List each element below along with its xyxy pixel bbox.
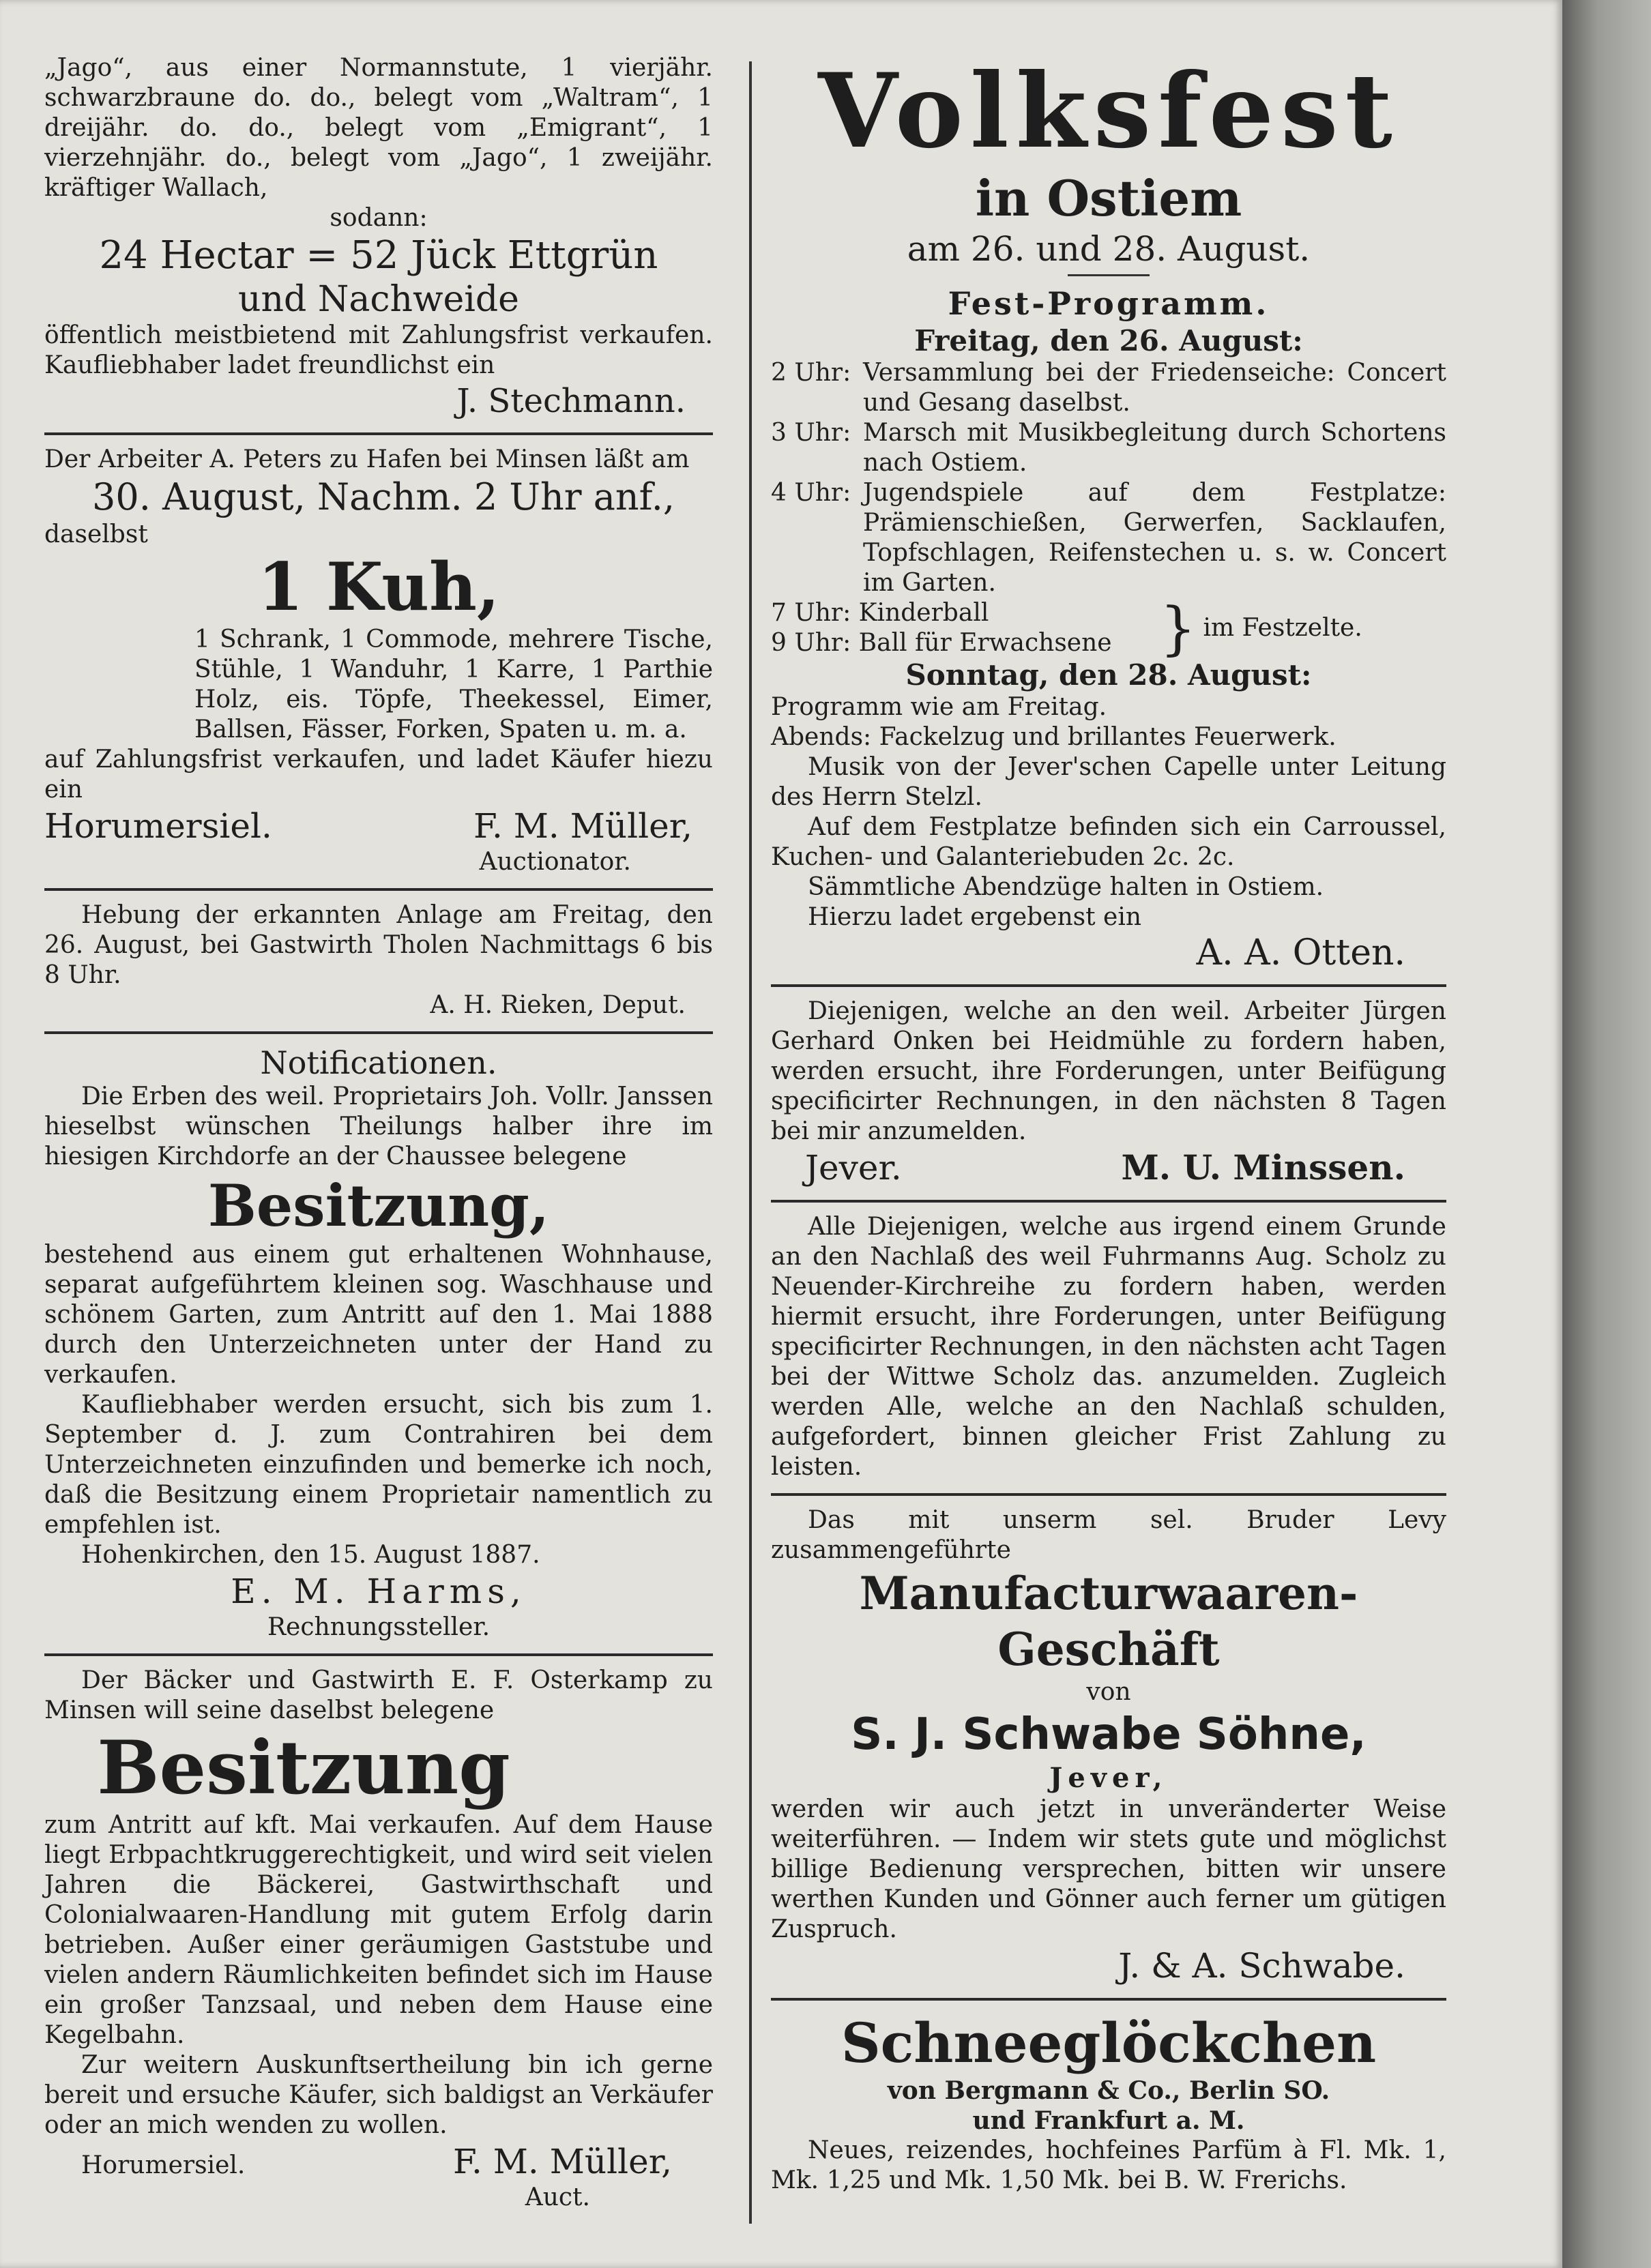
sunday-evening: Abends: Fackelzug und brillantes Feuerwerk. (771, 723, 1336, 751)
harms-signature: E. M. Harms, (231, 1572, 527, 1611)
kinderball-line: 7 Uhr: Kinderball (771, 599, 989, 627)
rieken-signature: A. H. Rieken, Deput. (430, 991, 686, 1019)
levy-ad (44, 900, 713, 1020)
manufacturwaaren-headline: Manufacturwaaren- (859, 1567, 1358, 1620)
program-desc: Marsch mit Musikbegleitung durch Schortens nach Ostiem. (863, 419, 1446, 477)
bergmann-line: von Bergmann & Co., Berlin SO. (887, 2076, 1330, 2105)
notifications-heading: Notificationen. (260, 1044, 497, 1081)
scholz-body: Alle Diejenigen, welche aus irgend einem Grunde an den Nachlaß des weil Fuhrmanns Aug. Scholz zu Neuender-Kirchreihe zu fordern haben, werden hiermit ersucht, ihre Forderungen, unter Beifügung specificirter Rechnungen, in den nächsten acht Tagen bei der Wittwe Scholz das. anzumelden. Zugleich werden Alle, welche an den Nachlaß schulden, aufgefordert, binnen gleicher Frist Zahlung zu leisten. (771, 1213, 1446, 1481)
osterkamp-signature-row (44, 2140, 713, 2183)
program-time: 2 Uhr: (771, 359, 851, 387)
stechmann-signature: J. Stechmann. (456, 382, 686, 420)
items-list: 1 Schrank, 1 Commode, mehrere Tische, Stühle, 1 Wanduhr, 1 Karre, 1 Parthie Holz, eis. Töpfe, Theekessel, Eimer, Ballsen, Fässer, Forken, Spaten u. m. a. (194, 625, 713, 743)
property-description: bestehend aus einem gut erhaltenen Wohnhause, separat aufgeführtem kleinen sog. Waschhause und schönem Garten, zum Antritt auf den 1. Mai 1888 durch den Unterzeichneten unter der Hand zu verkaufen. (44, 1241, 713, 1389)
divider (44, 888, 713, 891)
otten-signature: A. A. Otten. (1196, 932, 1405, 973)
horse-ad-body: öffentlich meistbietend mit Zahlungsfrist verkaufen. Kaufliebhaber ladet freundlichst ein (44, 321, 713, 379)
auction-date: 30. August, Nachm. 2 Uhr anf., (92, 475, 675, 518)
short-rule (1068, 274, 1150, 276)
horumersiel-place-2: Horumersiel. (81, 2151, 246, 2179)
music-note: Musik von der Jever'schen Capelle unter Leitung des Herrn Stelzl. (771, 753, 1446, 811)
peters-intro: Der Arbeiter A. Peters zu Hafen bei Minsen läßt am (44, 445, 690, 473)
von-text: von (1086, 1678, 1131, 1706)
horumersiel-place: Horumersiel. (44, 806, 272, 846)
osterkamp-contact: Zur weitern Auskunftsertheilung bin ich gerne bereit und ersuche Käufer, sich baldigst an Verkäufer oder an mich wenden zu wollen. (44, 2051, 713, 2139)
cow-auction-ad (44, 445, 713, 877)
horse-list-text: „Jago“, aus einer Normannstute, 1 vierjähr. schwarzbraune do. do., belegt vom „Waltram“, 1 dreijähr. do. do., belegt vom „Emigrant“, 1 vierzehnjähr. do., belegt vom „Jago“, 1 zweijähr. kräftiger Wallach, (44, 54, 713, 202)
fest-dates: am 26. und 28. August. (907, 229, 1311, 269)
frankfurt-line: und Frankfurt a. M. (972, 2106, 1245, 2135)
mueller-signature-2: F. M. Müller, (453, 2142, 672, 2181)
schwabe-ad (771, 1505, 1446, 1987)
auct-role: Auct. (525, 2183, 590, 2211)
levy-body: Hebung der erkannten Anlage am Freitag, den 26. August, bei Gastwirth Tholen Nachmittags 6 bis 8 Uhr. (44, 901, 713, 989)
ostiem-subtitle: in Ostiem (975, 169, 1242, 227)
program-item-4uhr (771, 478, 1446, 598)
onken-body: Diejenigen, welche an den weil. Arbeiter Jürgen Gerhard Onken bei Heidmühle zu fordern haben, werden ersucht, ihre Forderungen, unter Beifügung specificirter Rechnungen, in den nächsten 8 Tagen bei mir anzumelden. (771, 997, 1446, 1145)
program-desc: Versammlung bei der Friedenseiche: Concert und Gesang daselbst. (863, 359, 1446, 417)
divider (44, 1653, 713, 1656)
minssen-signature: M. U. Minssen. (1121, 1147, 1405, 1188)
onken-ad (771, 997, 1446, 1189)
volksfest-ad (771, 53, 1446, 973)
osterkamp-ad (44, 1666, 713, 2213)
page-edge (1562, 0, 1651, 2268)
festzelt-label: im Festzelte. (1203, 614, 1362, 642)
besitzung-headline: Besitzung, (207, 1172, 550, 1239)
cow-ad-body: auf Zahlungsfrist verkaufen, und ladet Käufer hiezu ein (44, 746, 713, 804)
geschaeft-headline: Geschäft (997, 1623, 1220, 1676)
ball-lines (771, 598, 1153, 658)
schwabe-intro: Das mit unserm sel. Bruder Levy zusammengeführte (771, 1506, 1446, 1564)
volksfest-title: Volksfest (818, 51, 1399, 171)
program-heading: Fest-Programm. (948, 285, 1270, 322)
train-note: Sämmtliche Abendzüge halten in Ostiem. (808, 873, 1324, 901)
besitzung-headline-2: Besitzung (97, 1725, 510, 1811)
notification-ad (44, 1044, 713, 1643)
evening-ball-group (771, 595, 1446, 662)
hectar-headline: 24 Hectar = 52 Jück Ettgrün (99, 233, 658, 278)
program-item-3uhr (771, 418, 1446, 478)
divider (771, 1200, 1446, 1203)
mueller-signature: F. M. Müller, (473, 806, 692, 846)
sunday-program: Programm wie am Freitag. (771, 693, 1107, 721)
program-item-2uhr (771, 358, 1446, 418)
festplatz-extras: Auf dem Festplatze befinden sich ein Carroussel, Kuchen- und Galanteriebuden 2c. 2c. (771, 813, 1446, 871)
schwabe-signature: J. & A. Schwabe. (1118, 1946, 1405, 1986)
sunday-heading: Sonntag, den 28. August: (905, 658, 1312, 692)
onken-signature-row (771, 1147, 1446, 1189)
rechnungssteller-role: Rechnungssteller. (267, 1613, 491, 1641)
jever-city: Jever, (1049, 1762, 1168, 1794)
column-divider (749, 61, 752, 2224)
schwabe-firm-name: S. J. Schwabe Söhne, (851, 1709, 1367, 1760)
auctionator-role: Auctionator. (479, 848, 631, 876)
schwabe-body: werden wir auch jetzt in unveränderter Weise weiterführen. — Indem wir stets gute und möglichst billige Bedienung versprechen, bitten wir unsere werthen Kunden und Gönner auch ferner um gütigen Zuspruch. (771, 1795, 1446, 1943)
divider (44, 1031, 713, 1034)
program-time: 4 Uhr: (771, 479, 851, 507)
schneegloeckchen-title: Schneeglöckchen (841, 2011, 1377, 2075)
divider (771, 984, 1446, 987)
cow-ad-signature-row (44, 805, 713, 847)
hohenkirchen-dateline: Hohenkirchen, den 15. August 1887. (81, 1541, 540, 1569)
brace-glyph: } (1160, 595, 1197, 662)
divider (44, 432, 713, 435)
daselbst-text: daselbst (44, 520, 148, 548)
horse-auction-ad (44, 53, 713, 422)
sodann-text: sodann: (330, 204, 428, 232)
program-time: 3 Uhr: (771, 419, 851, 447)
program-desc: Jugendspiele auf dem Festplatze: Prämienschießen, Gerwerfen, Sacklaufen, Topfschlagen, Reifenstechen u. s. w. Concert im Garten. (863, 479, 1446, 597)
jever-place: Jever. (805, 1148, 902, 1188)
parfum-body: Neues, reizendes, hochfeines Parfüm à Fl. Mk. 1, Mk. 1,25 und Mk. 1,50 Mk. bei B. W. Frerichs. (771, 2136, 1446, 2194)
right-column (771, 53, 1446, 2196)
buyer-instructions: Kaufliebhaber werden ersucht, sich bis zum 1. September d. J. zum Contrahiren bei dem Unterzeichneten einzufinden und bemerke ich noch, daß die Besitzung einem Proprietair namentlich zu empfehlen ist. (44, 1391, 713, 1539)
invite-text: Hierzu ladet ergebenst ein (808, 903, 1142, 931)
kuh-headline: 1 Kuh, (257, 548, 500, 625)
left-column (44, 53, 713, 2213)
osterkamp-description: zum Antritt auf kft. Mai verkaufen. Auf dem Hause liegt Erbpachtkruggerechtigkeit, und wird seit vielen Jahren die Bäckerei, Gastwirthschaft und Colonialwaaren-Handlung mit gutem Erfolg darin betrieben. Außer einer geräumigen Gaststube und vielen andern Räumlichkeiten befindet sich im Hause ein großer Tanzsaal, und neben dem Hause eine Kegelbahn. (44, 1811, 713, 2049)
schneegloeckchen-ad (771, 2010, 1446, 2196)
nachweide-headline: und Nachweide (238, 279, 519, 320)
erwachsene-line: 9 Uhr: Ball für Erwachsene (771, 629, 1112, 657)
divider (771, 1493, 1446, 1496)
osterkamp-intro: Der Bäcker und Gastwirth E. F. Osterkamp zu Minsen will seine daselbst belegene (44, 1666, 713, 1724)
friday-heading: Freitag, den 26. August: (914, 324, 1303, 357)
scholz-ad (771, 1212, 1446, 1482)
janssen-intro: Die Erben des weil. Proprietairs Joh. Vollr. Janssen hieselbst wünschen Theilungs halber ihre im hiesigen Kirchdorfe an der Chaussee belegene (44, 1083, 713, 1170)
divider (771, 1998, 1446, 2001)
